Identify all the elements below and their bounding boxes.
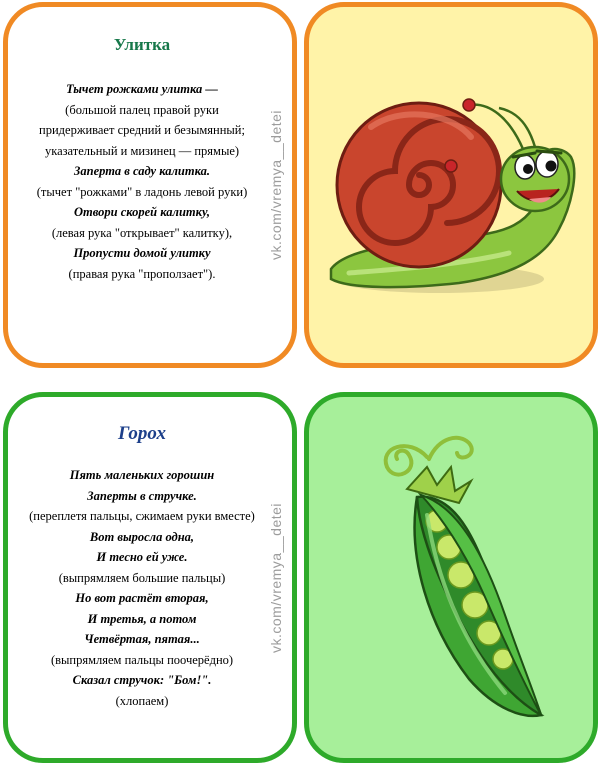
- pea-tendril-2: [429, 438, 472, 459]
- poem-line: Но вот растёт вторая,: [75, 591, 209, 605]
- snail-antenna-right: [499, 108, 535, 147]
- poem-line: Заперта в саду калитка.: [74, 164, 210, 178]
- poem-line: (левая рука "открывает" калитку),: [51, 225, 233, 240]
- snail-illustration: [309, 7, 593, 363]
- poem-line: указательный и мизинец — прямые): [44, 143, 240, 158]
- poem-line: Отвори скорей калитку,: [73, 205, 211, 219]
- poem-line: (выпрямляем пальцы поочерёдно): [50, 652, 234, 667]
- poem-line: (выпрямляем большие пальцы): [58, 570, 226, 585]
- snail-poem: [8, 79, 276, 284]
- poem-line: придерживает средний и безымянный;: [39, 123, 245, 137]
- snail-pupil-left: [523, 164, 533, 174]
- pea-tendril: [386, 446, 427, 474]
- poem-line: Четвёртая, пятая...: [84, 632, 200, 646]
- poem-line: (хлопаем): [115, 693, 169, 708]
- pea-title: Горох: [117, 423, 167, 444]
- poem-line: (большой палец правой руки: [65, 102, 219, 117]
- poem-line: Вот выросла одна,: [89, 529, 195, 544]
- snail-poem-card: [3, 2, 297, 368]
- poem-line: Сказал стручок: "Бом!".: [72, 673, 212, 687]
- snail-antenna-tip-left: [463, 99, 475, 111]
- pea-poem: [8, 465, 276, 711]
- pea-watermark: vk.com/vremya__detei: [268, 502, 284, 653]
- snail-pupil-right: [546, 161, 557, 172]
- pea-picture-card: [304, 392, 598, 763]
- poem-line: И третья, а потом: [87, 611, 197, 626]
- poem-line: (правая рука "проползает").: [68, 266, 216, 281]
- poem-line: (тычет "рожками" в ладонь левой руки): [36, 184, 248, 199]
- snail-antenna-tip-right: [445, 160, 457, 172]
- poem-line: Заперты в стручке.: [87, 488, 197, 503]
- pea-pod-illustration: [309, 397, 593, 758]
- snail-watermark: vk.com/vremya__detei: [268, 109, 284, 261]
- poem-line: (переплетя пальцы, сжимаем руки вместе): [29, 509, 255, 523]
- poem-line: И тесно ей уже.: [96, 550, 188, 564]
- pea-poem-card: [3, 392, 297, 763]
- poem-line: Пропусти домой улитку: [73, 246, 211, 260]
- snail-title: Улитка: [113, 35, 171, 54]
- poem-line: Тычет рожками улитка —: [66, 82, 218, 96]
- snail-picture-card: [304, 2, 598, 368]
- poem-line: Пять маленьких горошин: [69, 468, 215, 482]
